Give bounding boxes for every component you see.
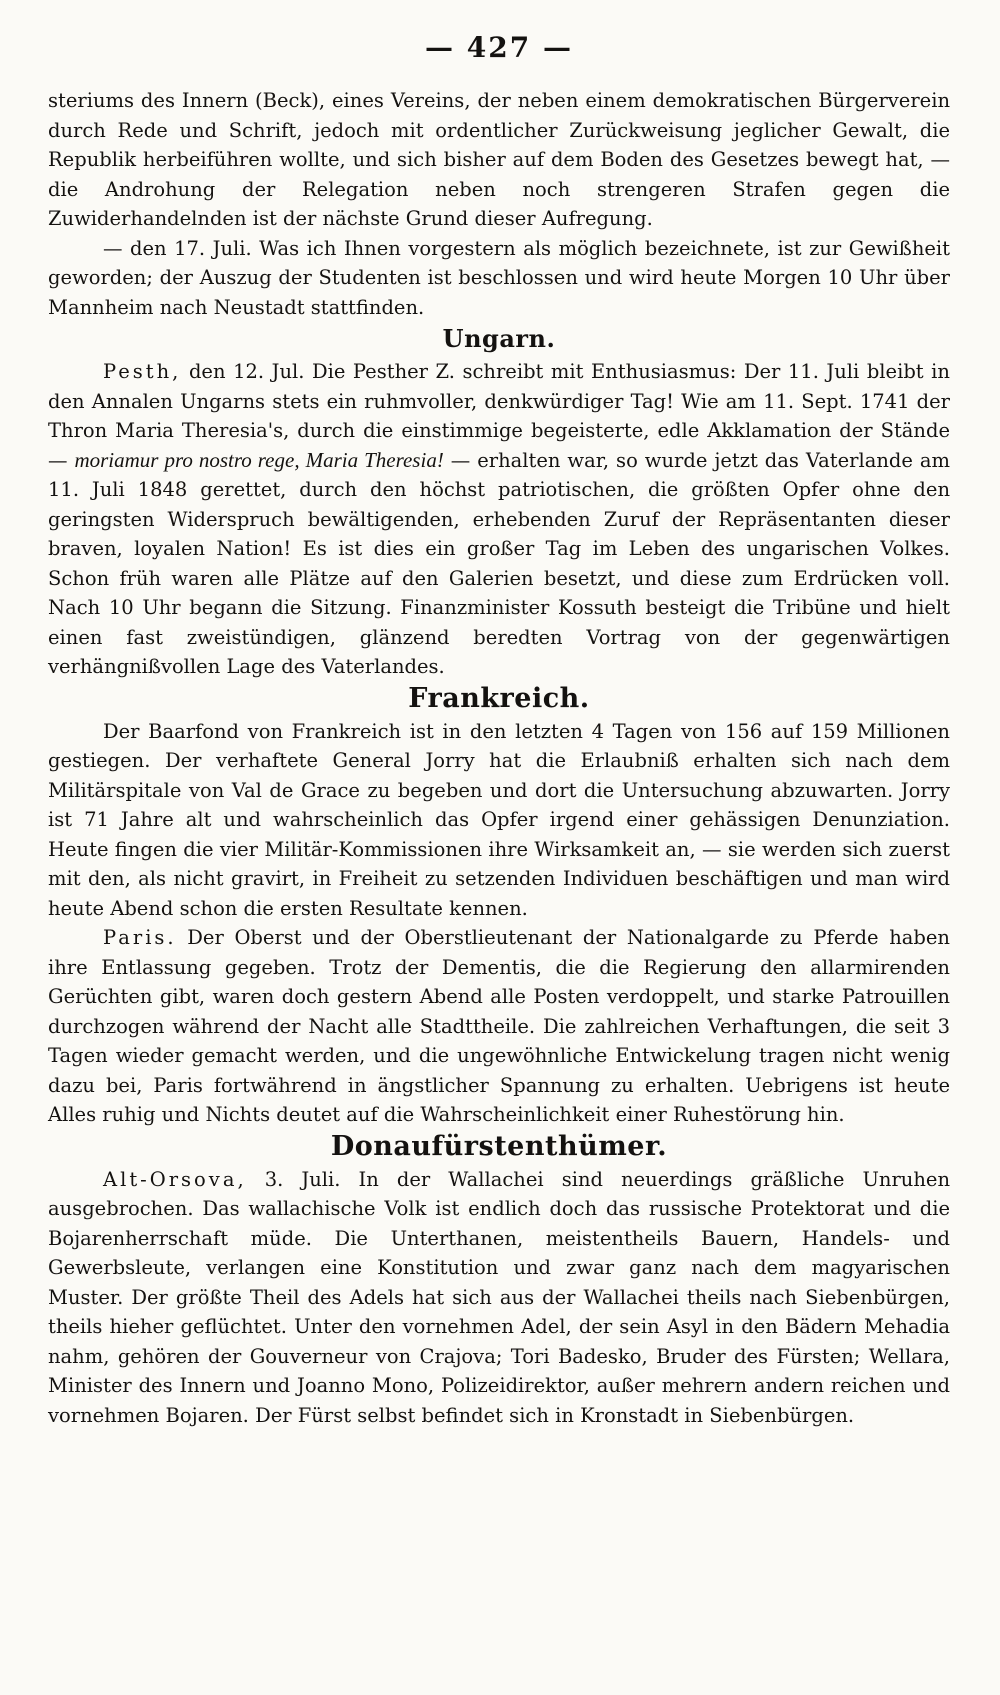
paris-text: Der Oberst und der Oberstlieutenant der Nationalgarde zu Pferde haben ihre Entlassung gegeben. Trotz der Dementis, die die Regierung den allarmirenden Gerüchten gibt, waren doch gestern Abend alle Posten verdoppelt, und starke Patrouillen durchzogen während der Nacht alle Stadttheile. Die zahlreichen Verhaftungen, die seit 3 Tagen wieder gemacht werden, und die ungewöhnliche Entwickelung tragen nicht wenig dazu bei, Paris fortwährend in ängstlicher Spannung zu erhalten. Uebrigens ist heute Alles ruhig und Nichts deutet auf die Wahrscheinlichkeit einer Ruhestörung hin. (48, 926, 950, 1126)
dateline-alt-orsova: Alt-Orsova, (103, 1167, 247, 1191)
page-number: — 427 — (425, 31, 573, 64)
ungarn-text-a: den 12. Jul. Die Pesther Z. schreibt mit Enthusiasmus: Der 11. Juli bleibt in den Annalen Ungarns stets ein ruhmvoller, denkwürdiger Tag! Wie am 11. Sept. 1741 der Thron Maria Theresia's, durch die einstimmige begeisterte, edle Akklamation der Stände — (48, 360, 950, 472)
ungarn-paragraph (48, 357, 950, 682)
ungarn-text-b: — erhalten war, so wurde jetzt das Vaterlande am 11. Juli 1848 gerettet, durch den höchst patriotischen, die größten Opfer ohne den geringsten Widerspruch bewältigenden, erhebenden Zuruf der Repräsentanten dieser braven, loyalen Nation! Es ist dies ein großer Tag im Leben des ungarischen Volkes. Schon früh waren alle Plätze auf den Galerien besetzt, und diese zum Erdrücken voll. Nach 10 Uhr begann die Sitzung. Finanzminister Kossuth besteigt die Tribüne und hielt einen fast zweistündigen, glänzend beredten Vortrag von der gegenwärtigen verhängnißvollen Lage des Vaterlandes. (48, 448, 951, 678)
frankreich-paragraph-2 (48, 923, 950, 1130)
intro-paragraph-2: — den 17. Juli. Was ich Ihnen vorgestern als möglich bezeichnete, ist zur Gewißheit geworden; der Auszug der Studenten ist beschlossen und wird heute Morgen 10 Uhr über Mannheim nach Neustadt stattfinden. (48, 236, 950, 319)
latin-quote: moriamur pro nostro rege, Maria Theresia! (74, 447, 444, 472)
frankreich-paragraph-1: Der Baarfond von Frankreich ist in den letzten 4 Tagen von 156 auf 159 Millionen gestiegen. Der verhaftete General Jorry hat die Erlaubniß erhalten sich nach dem Militärspitale von Val de Grace zu begeben und dort die Untersuchung abzuwarten. Jorry ist 71 Jahre alt und wahrscheinlich das Opfer irgend einer gehässigen Denunziation. Heute fingen die vier Militär-Kommissionen ihre Wirksamkeit an, — sie werden sich zuerst mit den, als nicht gravirt, in Freiheit zu setzenden Individuen beschäftigen und man wird heute Abend schon die ersten Resultate kennen. (48, 719, 950, 920)
dateline-paris: Paris. (103, 926, 177, 949)
donau-paragraph (48, 1165, 950, 1431)
intro-paragraph-1: steriums des Innern (Beck), eines Vereins, der neben einem demokratischen Bürgerverein durch Rede und Schrift, jedoch mit ordentlicher Zurückweisung jeglicher Gewalt, die Republik herbeiführen wollte, und sich bisher auf dem Boden des Gesetzes bewegt hat, — die Androhung der Relegation neben noch strengeren Strafen gegen die Zuwiderhandelnden ist der nächste Grund dieser Aufregung. (48, 89, 950, 230)
section-heading-ungarn: Ungarn. (442, 324, 556, 353)
article-body (48, 86, 950, 1430)
section-heading-donaufuerstenthuemer: Donaufürstenthümer. (330, 1130, 668, 1162)
donau-text: 3. Juli. In der Wallachei sind neuerdings gräßliche Unruhen ausgebrochen. Das wallachische Volk ist endlich doch das russische Protektorat und die Bojarenherrschaft müde. Die Unterthanen, meistentheils Bauern, Handels- und Gewerbsleute, verlangen eine Konstitution und zwar ganz nach dem magyarischen Muster. Der größte Theil des Adels hat sich aus der Wallachei theils nach Siebenbürgen, theils hieher geflüchtet. Unter den vornehmen Adel, der sein Asyl in den Bädern Mehadia nahm, gehören der Gouverneur von Crajova; Tori Badesko, Bruder des Fürsten; Wellara, Minister des Innern und Joanno Mono, Polizeidirektor, außer mehrern andern reichen und vornehmen Bojaren. Der Fürst selbst befindet sich in Kronstadt in Siebenbürgen. (48, 1167, 951, 1427)
section-heading-frankreich: Frankreich. (408, 682, 590, 714)
dateline-pesth: Pesth, (103, 360, 182, 383)
